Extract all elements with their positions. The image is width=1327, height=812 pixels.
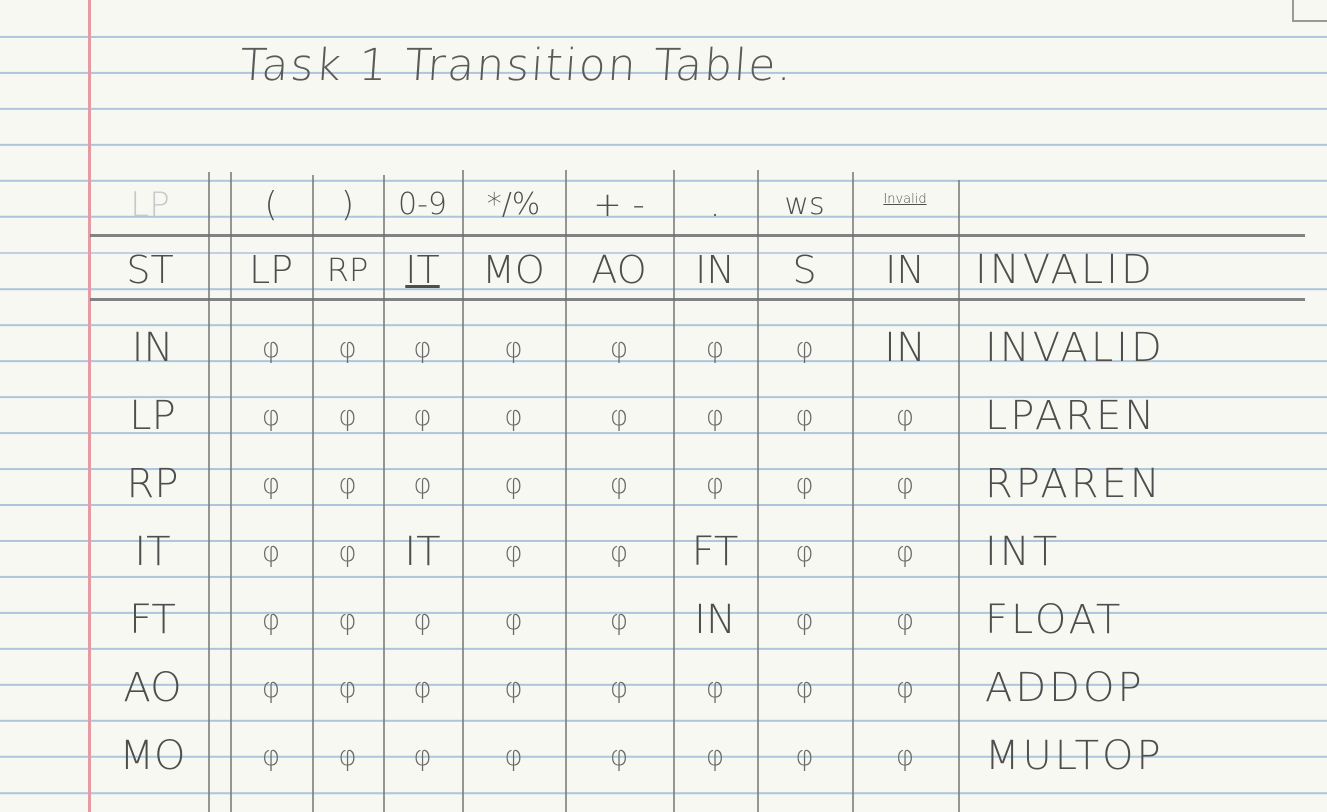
table-cell: φ <box>261 535 281 568</box>
table-cell: φ <box>609 603 629 636</box>
token-label: MULTOP <box>985 733 1164 779</box>
token-label: INVALID <box>975 247 1155 293</box>
row-state: LP <box>129 393 176 439</box>
token-label: LPAREN <box>985 393 1158 439</box>
row-state: IT <box>134 529 171 575</box>
table-cell: φ <box>795 535 814 568</box>
table-cell: LP <box>248 248 294 292</box>
table-cell: φ <box>413 603 432 636</box>
row-state: FT <box>129 597 176 643</box>
table-cell: φ <box>609 331 629 364</box>
table-cell: φ <box>504 535 523 568</box>
col-header: 0-9 <box>398 187 447 222</box>
token-label: ADDOP <box>985 665 1145 711</box>
col-header: . <box>709 185 721 225</box>
table-cell: φ <box>504 399 523 432</box>
table-cell: φ <box>261 603 281 636</box>
table-cell: IN <box>885 248 925 292</box>
table-cell: IT <box>405 248 440 292</box>
start-row-rule <box>90 298 1305 301</box>
table-cell: φ <box>338 467 357 500</box>
col-header: + - <box>593 185 645 225</box>
table-cell: φ <box>609 535 629 568</box>
col-header: ) <box>340 185 355 225</box>
table-cell: φ <box>795 331 814 364</box>
table-cell: AO <box>591 248 647 292</box>
table-cell: φ <box>413 739 432 772</box>
token-label: INT <box>985 529 1061 575</box>
header-rule <box>90 234 1305 237</box>
table-cell: φ <box>261 331 281 364</box>
token-label: INVALID <box>985 325 1165 371</box>
col-header: */% <box>486 187 541 222</box>
col-header: Invalid <box>883 192 927 207</box>
table-cell: φ <box>338 331 357 364</box>
table-cell: φ <box>895 603 915 636</box>
table-cell: φ <box>504 671 523 704</box>
table-cell: φ <box>795 739 814 772</box>
table-cell: φ <box>504 467 523 500</box>
row-state: RP <box>126 461 179 507</box>
table-cell: φ <box>413 399 432 432</box>
col-header: ws <box>784 187 825 222</box>
table-cell: φ <box>609 671 629 704</box>
table-cell: φ <box>795 399 814 432</box>
table-cell: φ <box>609 739 629 772</box>
table-cell: φ <box>261 399 281 432</box>
table-cell: S <box>792 248 817 292</box>
table-cell: IN <box>695 248 735 292</box>
row-state: ST <box>126 248 174 292</box>
row-state: IN <box>131 325 174 371</box>
table-cell: φ <box>895 399 915 432</box>
sketch-fragment <box>1292 0 1327 22</box>
table-cell: IN <box>694 597 736 643</box>
table-cell: φ <box>705 739 725 772</box>
table-cell: φ <box>705 671 725 704</box>
table-cell: φ <box>705 331 725 364</box>
grid-line <box>958 180 960 812</box>
table-cell: φ <box>338 671 357 704</box>
table-cell: φ <box>895 535 915 568</box>
table-cell: φ <box>705 399 725 432</box>
margin-line <box>88 0 91 812</box>
col-header: ( <box>264 185 278 225</box>
page-title: Task 1 Transition Table. <box>238 40 796 91</box>
token-label: FLOAT <box>985 597 1124 643</box>
table-cell: φ <box>795 603 814 636</box>
table-cell: φ <box>895 467 915 500</box>
table-cell: φ <box>895 739 915 772</box>
table-cell: φ <box>338 739 357 772</box>
table-cell: φ <box>261 739 281 772</box>
table-cell: φ <box>609 467 629 500</box>
row-state: AO <box>123 665 182 711</box>
token-label: RPAREN <box>985 461 1163 507</box>
table-cell: φ <box>504 739 523 772</box>
table-cell: φ <box>705 467 725 500</box>
corner-label: LP <box>130 185 170 225</box>
grid-line <box>208 172 210 812</box>
table-cell: φ <box>895 671 915 704</box>
row-state: MO <box>119 733 186 779</box>
table-cell: φ <box>795 467 814 500</box>
table-cell: φ <box>504 603 523 636</box>
table-cell: φ <box>795 671 814 704</box>
table-cell: φ <box>338 399 357 432</box>
table-cell: φ <box>338 535 357 568</box>
table-cell: IT <box>404 529 441 575</box>
table-cell: RP <box>326 251 369 289</box>
table-cell: FT <box>691 529 739 575</box>
table-cell: φ <box>413 467 432 500</box>
table-cell: φ <box>261 467 281 500</box>
table-cell: MO <box>482 248 545 292</box>
table-cell: φ <box>261 671 281 704</box>
table-cell: φ <box>413 671 432 704</box>
table-cell: IN <box>884 325 926 371</box>
table-cell: φ <box>413 331 432 364</box>
table-cell: φ <box>504 331 523 364</box>
table-cell: φ <box>609 399 629 432</box>
table-cell: φ <box>338 603 357 636</box>
